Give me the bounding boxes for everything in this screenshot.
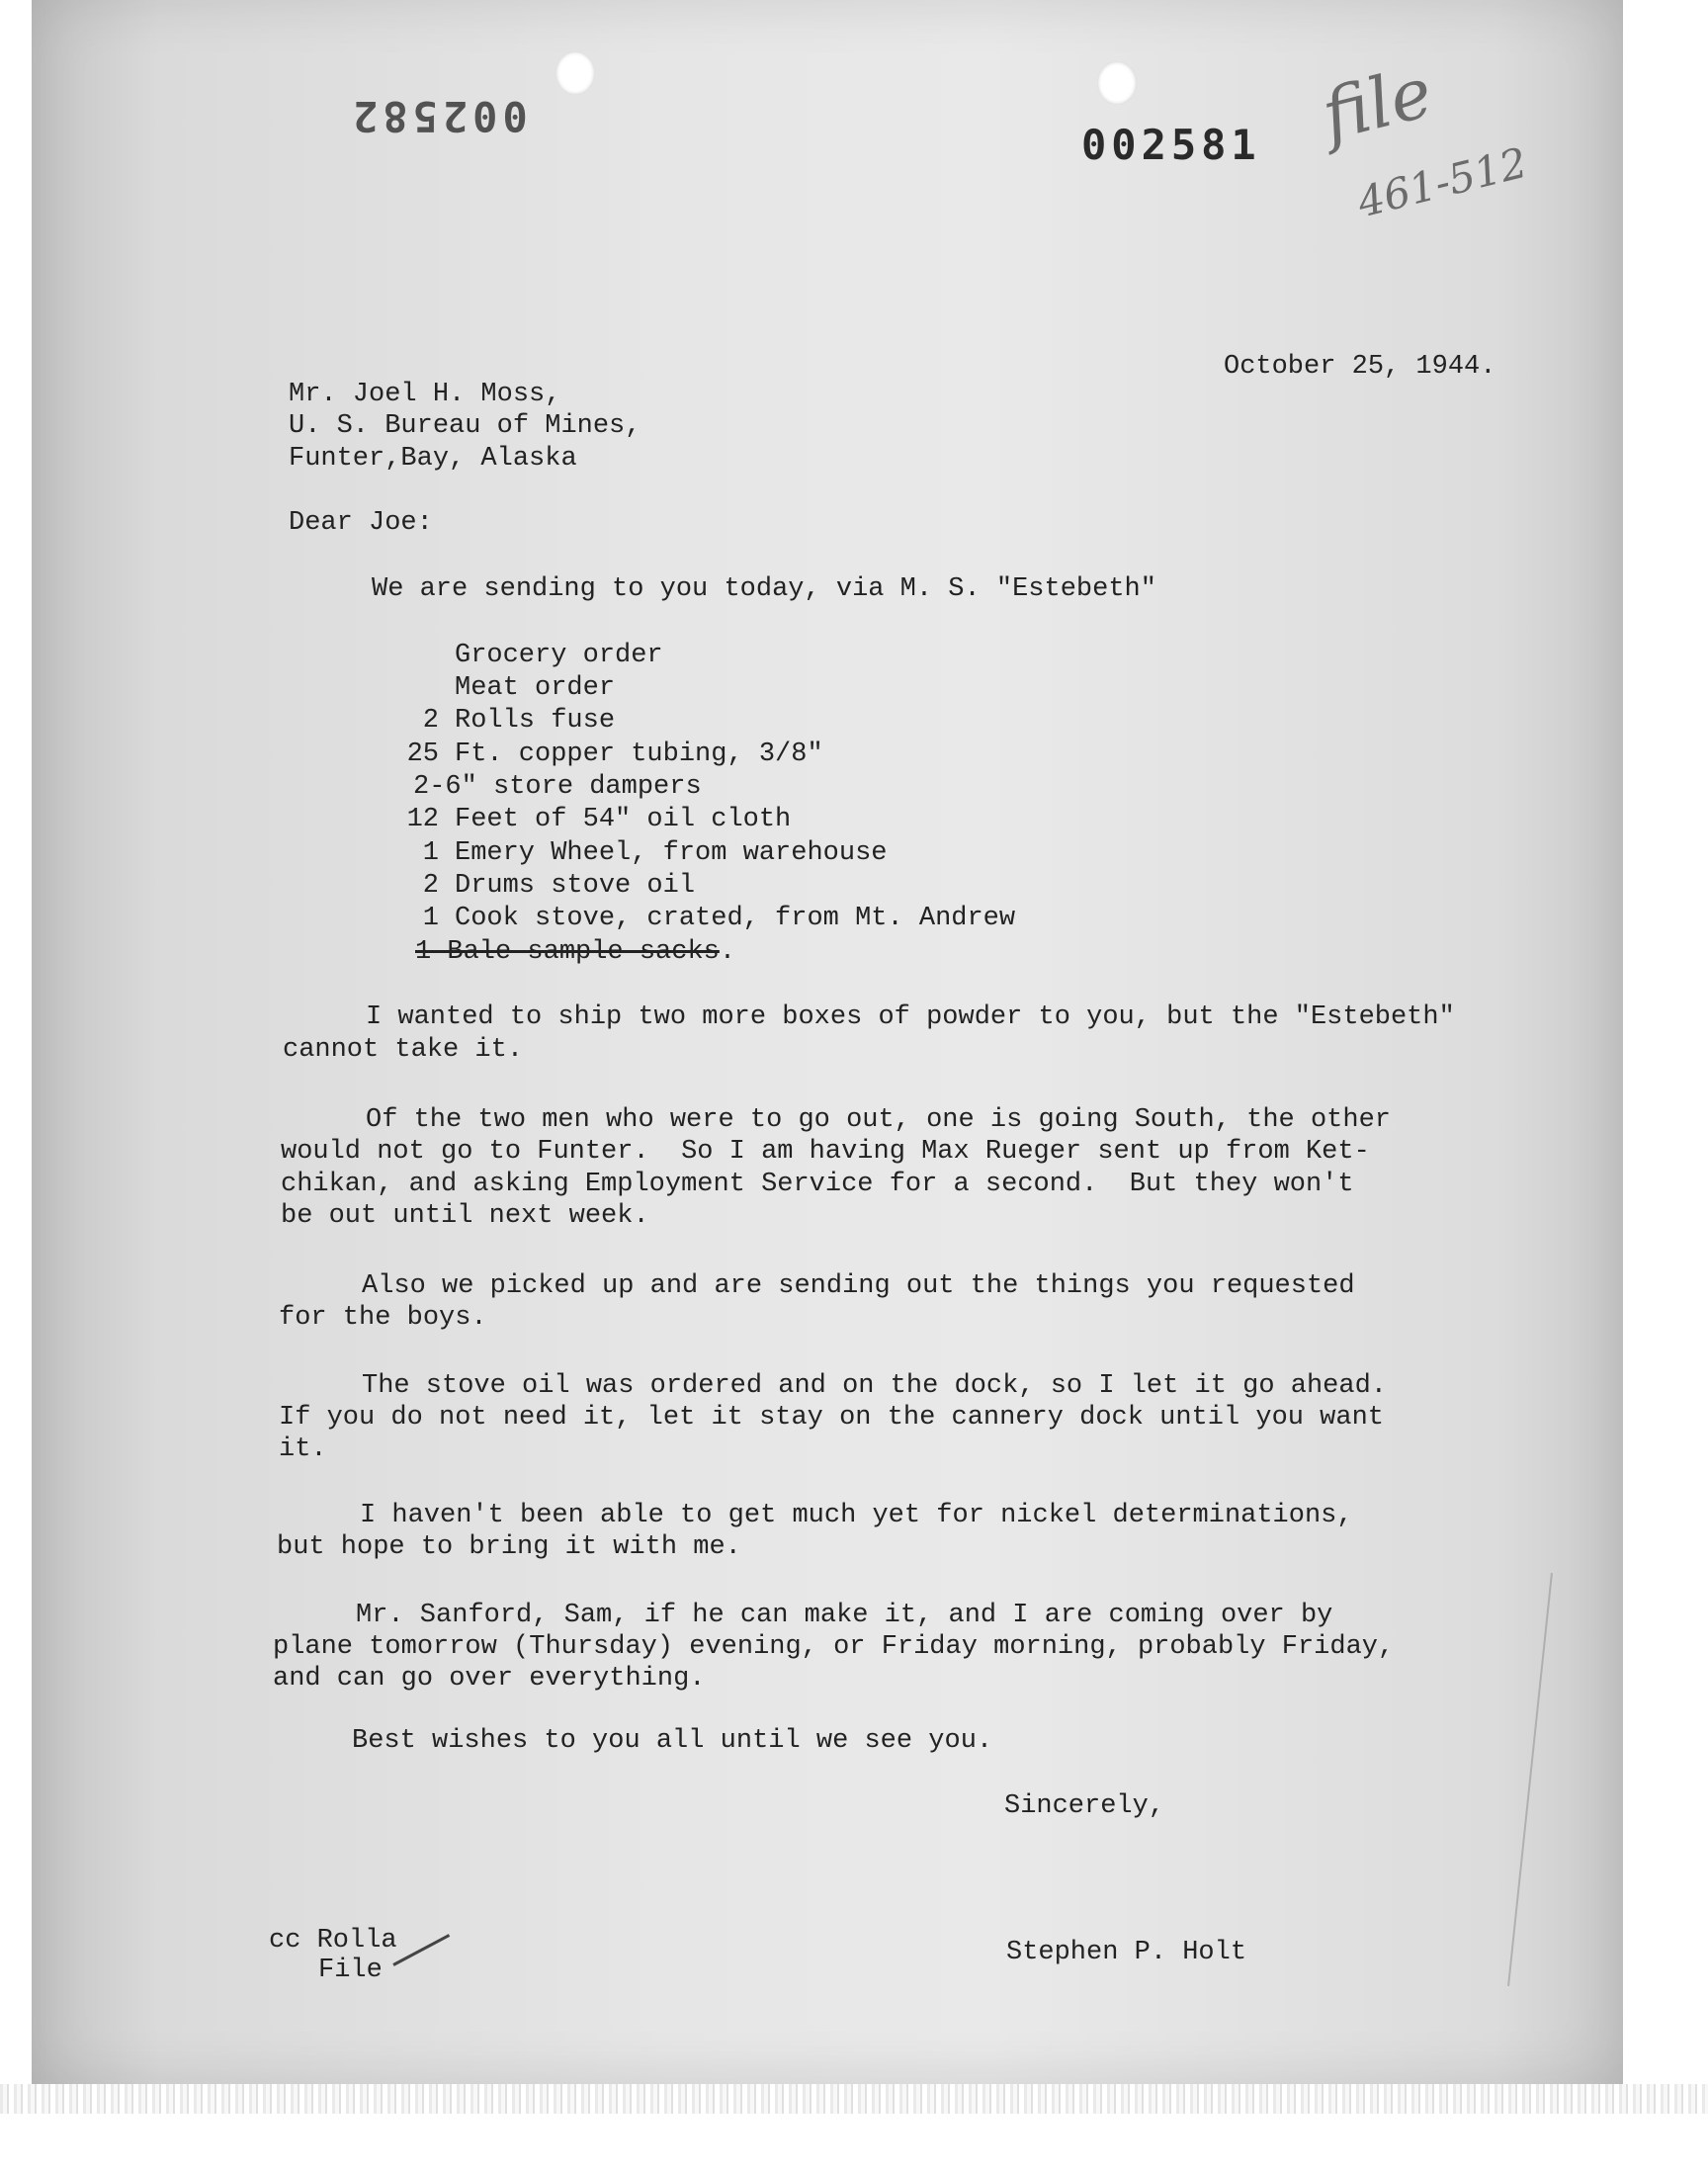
list-item: Meat order [455,673,616,703]
mirrored-document-number: 002582 [348,92,528,140]
list-item: Emery Wheel, from warehouse [455,838,888,868]
struck-list-item [415,939,735,966]
list-item: Rolls fuse [455,706,616,736]
paragraph-line: I haven't been able to get much yet for nickel determinations, [360,1501,1353,1530]
item-quantity: 12 [406,805,439,834]
paragraph-line: Also we picked up and are sending out the things you requested [362,1271,1355,1301]
item-quantity: 1 [422,838,439,868]
list-item: Grocery order [455,641,663,670]
item-quantity: 1 [422,904,439,933]
paragraph-line: and can go over everything. [273,1664,706,1694]
handwritten-file-reference: 461-512 [1352,137,1532,227]
list-item: 2-6" store dampers [413,772,702,802]
item-quantity: 2 [422,706,439,736]
paragraph-line: would not go to Funter. So I am having Max Rueger sent up from Ket- [281,1137,1370,1167]
list-item: Ft. copper tubing, 3/8" [455,740,823,769]
struck-item-period: . [719,937,736,967]
paper-edge-mark [1507,1573,1553,1986]
cc-line: cc Rolla [269,1926,397,1956]
paragraph-line: but hope to bring it with me. [277,1532,741,1562]
paragraph-line: cannot take it. [283,1035,524,1065]
paragraph-line: Mr. Sanford, Sam, if he can make it, and I are coming over by [356,1601,1333,1630]
scan-edge [0,2084,1708,2114]
item-quantity: 25 [406,740,439,769]
paragraph-line: chikan, and asking Employment Service for a second. But they won't [281,1170,1354,1199]
recipient-line: U. S. Bureau of Mines, [289,411,641,441]
letter-date: October 25, 1944. [1224,352,1496,382]
recipient-line: Funter,Bay, Alaska [289,444,577,474]
letter-page [32,0,1623,2084]
paragraph-line: The stove oil was ordered and on the dock, so I let it go ahead. [362,1371,1387,1401]
cc-line: File [318,1956,383,1985]
paragraph-line: be out until next week. [281,1201,649,1231]
handwritten-file-note: file [1314,50,1440,157]
paragraph-line: Of the two men who were to go out, one is going South, the other [366,1105,1391,1135]
intro-line: We are sending to you today, via M. S. "Estebeth" [372,574,1156,604]
struck-item-text: 1 Bale sample sacks [415,937,720,967]
paragraph-line: If you do not need it, let it stay on the cannery dock until you want [279,1403,1384,1433]
signer-name: Stephen P. Holt [1006,1938,1247,1967]
list-item: Feet of 54" oil cloth [455,805,792,834]
closing: Sincerely, [1004,1791,1165,1821]
paragraph-line: plane tomorrow (Thursday) evening, or Friday morning, probably Friday, [273,1632,1395,1662]
paragraph-line: it. [279,1435,327,1464]
paragraph-line: Best wishes to you all until we see you. [352,1726,993,1756]
item-quantity: 2 [422,871,439,901]
recipient-line: Mr. Joel H. Moss, [289,380,561,409]
document-number-stamp: 002581 [1081,121,1261,169]
punch-hole-left [555,51,595,95]
paragraph-line: for the boys. [279,1303,487,1333]
salutation: Dear Joe: [289,508,433,538]
punch-hole-right [1097,61,1137,105]
list-item: Cook stove, crated, from Mt. Andrew [455,904,1016,933]
list-item: Drums stove oil [455,871,696,901]
paragraph-line: I wanted to ship two more boxes of powder to you, but the "Estebeth" [366,1002,1455,1032]
